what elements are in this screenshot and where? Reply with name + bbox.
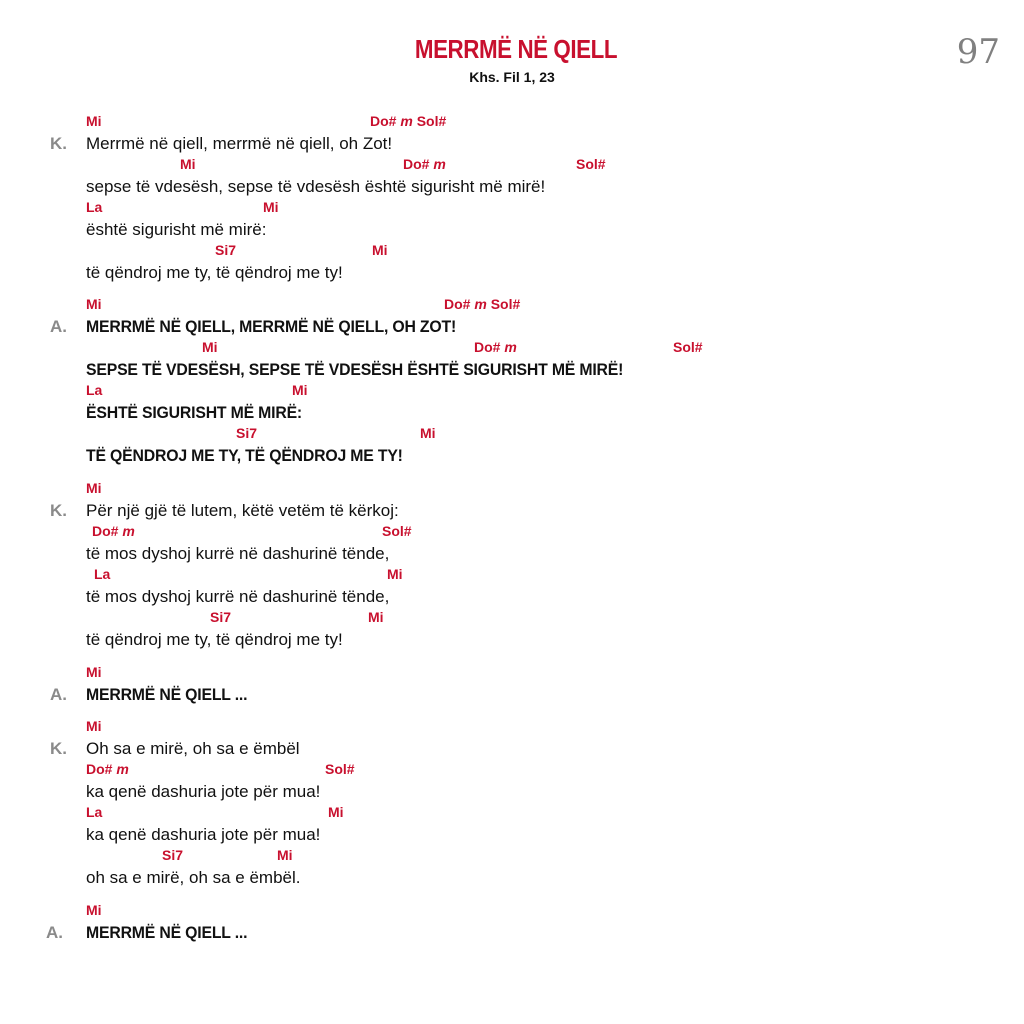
chorus-line3: ËSHTË SIGURISHT MË MIRË:	[86, 403, 303, 422]
chord-do-sharp-minor-sol-sharp: Do# m Sol#	[444, 296, 521, 312]
verse1-line2: sepse të vdesësh, sepse të vdesësh është sigurisht më mirë!	[86, 177, 546, 196]
verse3-line3: ka qenë dashuria jote për mua!	[86, 825, 321, 844]
chord-mi: Mi	[86, 480, 102, 496]
chord-mi: Mi	[387, 566, 403, 582]
verse2-line2: të mos dyshoj kurrë në dashurinë tënde,	[86, 544, 390, 563]
scripture-reference: Khs. Fil 1, 23	[469, 69, 555, 85]
chord-la: La	[86, 382, 103, 398]
chord-sol-sharp: Sol#	[325, 761, 355, 777]
verse1-line3: është sigurisht më mirë:	[86, 220, 267, 239]
chord-mi: Mi	[292, 382, 308, 398]
verse2-line1: Për një gjë të lutem, këtë vetëm të kërkoj:	[86, 501, 399, 520]
page-number: 97	[956, 32, 1000, 72]
chorus-short: MERRMË NË QIELL ...	[86, 685, 248, 704]
chord-do-sharp-minor-sol-sharp: Do# m Sol#	[370, 113, 447, 129]
chord-do-sharp-minor: Do# m	[92, 523, 135, 539]
chord-mi: Mi	[180, 156, 196, 172]
role-assembly: A.	[50, 685, 67, 704]
chorus-line2: SEPSE TË VDESËSH, SEPSE TË VDESËSH ËSHTË SIGURISHT MË MIRË!	[86, 360, 624, 379]
role-cantor: K.	[50, 501, 67, 520]
chord-si7: Si7	[215, 242, 237, 258]
chord-mi: Mi	[86, 113, 102, 129]
chord-si7: Si7	[236, 425, 258, 441]
chorus-line4: TË QËNDROJ ME TY, TË QËNDROJ ME TY!	[86, 446, 403, 465]
role-assembly: A.	[46, 923, 63, 942]
chord-mi: Mi	[328, 804, 344, 820]
role-cantor: K.	[50, 134, 67, 153]
verse2-line3: të mos dyshoj kurrë në dashurinë tënde,	[86, 587, 390, 606]
chord-mi: Mi	[277, 847, 293, 863]
chord-si7: Si7	[210, 609, 232, 625]
chord-sol-sharp: Sol#	[576, 156, 606, 172]
chord-mi: Mi	[368, 609, 384, 625]
verse3-line4: oh sa e mirë, oh sa e ëmbël.	[86, 868, 301, 887]
chord-sol-sharp: Sol#	[673, 339, 703, 355]
chord-mi: Mi	[420, 425, 436, 441]
verse3-line2: ka qenë dashuria jote për mua!	[86, 782, 321, 801]
chord-mi: Mi	[202, 339, 218, 355]
chorus-short: MERRMË NË QIELL ...	[86, 923, 248, 942]
chord-mi: Mi	[86, 296, 102, 312]
chord-mi: Mi	[86, 902, 102, 918]
chord-mi: Mi	[372, 242, 388, 258]
chord-mi: Mi	[86, 664, 102, 680]
chord-sol-sharp: Sol#	[382, 523, 412, 539]
chord-mi: Mi	[86, 718, 102, 734]
song-title: MERRMË NË QIELL	[414, 34, 618, 64]
role-assembly: A.	[50, 317, 67, 336]
chord-la: La	[86, 199, 103, 215]
chord-si7: Si7	[162, 847, 184, 863]
verse1-line1: Merrmë në qiell, merrmë në qiell, oh Zot!	[86, 134, 393, 153]
chord-do-sharp-minor: Do# m	[86, 761, 129, 777]
chorus-line1: MERRMË NË QIELL, MERRMË NË QIELL, OH ZOT!	[86, 317, 457, 336]
verse2-line4: të qëndroj me ty, të qëndroj me ty!	[86, 630, 343, 649]
verse1-line4: të qëndroj me ty, të qëndroj me ty!	[86, 263, 343, 282]
chord-la: La	[86, 804, 103, 820]
role-cantor: K.	[50, 739, 67, 758]
chord-la: La	[94, 566, 111, 582]
chord-do-sharp-minor: Do# m	[474, 339, 517, 355]
verse3-line1: Oh sa e mirë, oh sa e ëmbël	[86, 739, 300, 758]
chord-do-sharp-minor: Do# m	[403, 156, 446, 172]
chord-mi: Mi	[263, 199, 279, 215]
